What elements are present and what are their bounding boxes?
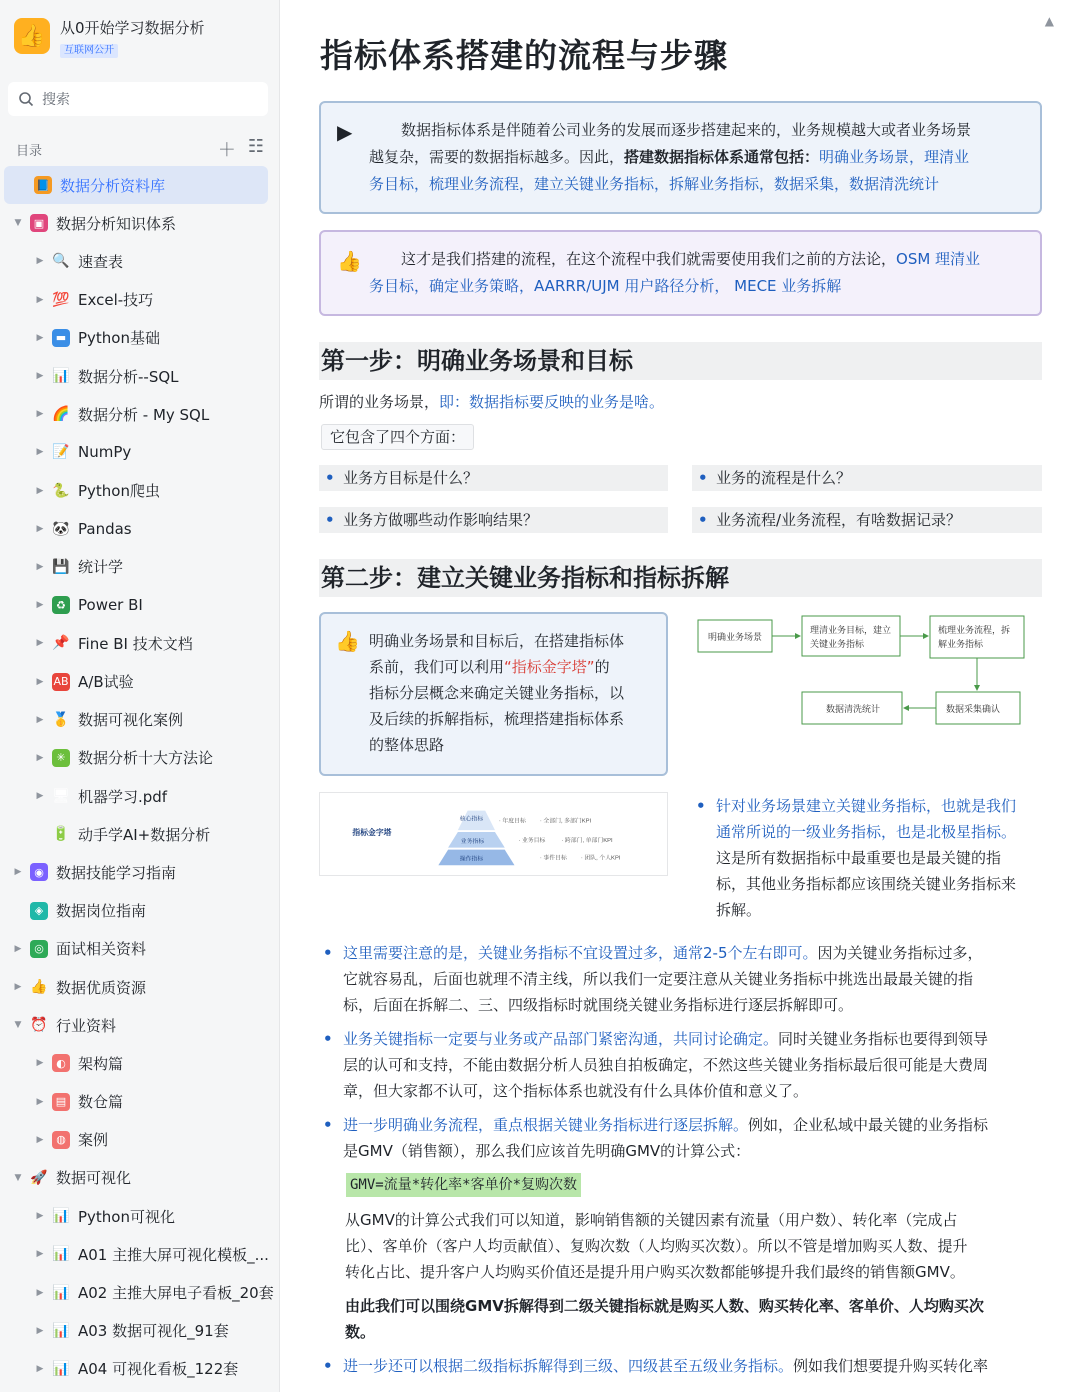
paragraph-text: 由此我们可以围绕GMV拆解得到二级关键指标就是购买人数、购买转化率、客单价、人均购买次: [345, 1297, 984, 1315]
sidebar-item[interactable]: [0, 586, 280, 624]
sidebar-item[interactable]: [0, 1083, 280, 1121]
pyramid-note: · 团队, 个人KPI: [580, 855, 621, 862]
sidebar-item-label: 数据岗位指南: [56, 902, 147, 921]
sidebar-item-label: 数据分析资料库: [60, 176, 166, 195]
chevron-right-icon[interactable]: ▶: [36, 600, 44, 611]
chevron-right-icon[interactable]: ▶: [36, 791, 44, 802]
process-flow-diagram: [696, 612, 1036, 732]
toc-tree: [0, 166, 280, 1388]
sidebar-item[interactable]: [0, 548, 280, 586]
item-icon: 📘: [34, 176, 52, 194]
chevron-right-icon[interactable]: ▶: [36, 676, 44, 687]
list-icon[interactable]: ☷: [247, 136, 264, 157]
item-icon: 📊: [52, 1360, 70, 1377]
sidebar-item[interactable]: [0, 1159, 280, 1197]
add-icon[interactable]: ＋: [217, 140, 236, 161]
bullet-text: 例如，企业私域中最关键的业务指标: [748, 1116, 989, 1134]
heading-step2: 第二步：建立关键业务指标和指标拆解: [319, 559, 1042, 597]
bullet-link: 业务关键指标一定要与业务或产品部门紧密沟通，共同讨论确定。: [343, 1030, 779, 1048]
knowledge-base-header[interactable]: [14, 18, 205, 58]
callout-text: 这才是我们搭建的流程，在这个流程中我们就需要使用我们之前的方法论，: [401, 250, 897, 268]
item-icon: ♻: [52, 596, 70, 614]
item-icon: ◉: [30, 863, 48, 881]
chevron-right-icon[interactable]: ▶: [36, 1058, 44, 1069]
item-icon: 📊: [52, 1322, 70, 1339]
chevron-right-icon[interactable]: ▶: [36, 714, 44, 725]
chevron-right-icon[interactable]: ▶: [36, 1325, 44, 1336]
bullet-text: 这是所有数据指标中最重要也是最关键的指: [716, 849, 1002, 867]
sidebar-item-label: Excel-技巧: [78, 291, 154, 310]
chevron-right-icon[interactable]: ▶: [36, 485, 44, 496]
sidebar-item-label: 数据分析十大方法论: [78, 749, 214, 768]
question-box: • 业务方做哪些动作影响结果？: [319, 507, 668, 533]
sidebar-item-label: 动手学AI+数据分析: [78, 825, 211, 844]
pyramid-label: 业务指标: [460, 838, 485, 845]
bullet-text: 章，但大家都不认可，这个指标体系也就没有什么具体价值和意义了。: [343, 1082, 809, 1100]
callout-method: [319, 230, 1042, 316]
sidebar-item-label: Python可视化: [78, 1207, 175, 1226]
bullet-link: 针对业务场景建立关键业务指标，也就是我们: [716, 797, 1017, 815]
chevron-right-icon[interactable]: ▶: [36, 752, 44, 763]
sidebar-item-label: 数据技能学习指南: [56, 863, 177, 882]
bullet-link: 这里需要注意的是，关键业务指标不宜设置过多，通常2-5个左右即可。: [343, 944, 818, 962]
callout-link: 务目标，梳理业务流程，建立关键业务指标，拆解业务指标，数据采集，数据清洗统计: [369, 175, 940, 193]
question-box: • 业务流程/业务流程，有啥数据记录？: [692, 507, 1042, 533]
paragraph-text: 从GMV的计算公式我们可以知道，影响销售额的关键因素有流量（用户数）、转化率（完成占: [345, 1211, 958, 1229]
sidebar-item-label: 数据优质资源: [56, 978, 147, 997]
sidebar-item[interactable]: [0, 1121, 280, 1159]
pyramid-label: 核心指标: [459, 816, 484, 823]
chevron-right-icon[interactable]: ▶: [14, 867, 22, 878]
sidebar-item-label: Power BI: [78, 596, 143, 615]
item-icon: ◎: [30, 940, 48, 958]
pyramid-note: · 事件目标: [539, 855, 567, 862]
indicator-pyramid-image: [319, 792, 668, 876]
flow-node-label: 解业务指标: [938, 639, 984, 649]
item-icon: ▣: [30, 214, 48, 232]
search-placeholder: 搜索: [42, 92, 70, 108]
flow-node-label: 数据采集确认: [946, 704, 1001, 714]
item-icon: 🔋: [52, 826, 70, 843]
callout-text: 系前，我们可以利用: [369, 658, 505, 676]
item-icon: ◍: [52, 1131, 70, 1149]
sidebar-item-label: Python基础: [78, 329, 160, 348]
gmv-formula: GMV=流量*转化率*客单价*复购次数: [346, 1173, 581, 1197]
sidebar-item-label: A/B试验: [78, 673, 134, 692]
sidebar-item-label: 数据分析知识体系: [56, 214, 177, 233]
callout-red-text: “指标金字塔”: [504, 658, 595, 676]
chevron-right-icon[interactable]: ▶: [36, 561, 44, 572]
bullet-text: 是GMV（销售额），那么我们应该首先明确GMV的计算公式：: [343, 1142, 751, 1160]
sidebar-item-label: 数据分析 - My SQL: [78, 405, 210, 424]
bullet-further-decompose: • 进一步还可以根据二级指标拆解得到三级、四级甚至五级业务指标。例如我们想要提升购买转化率: [323, 1357, 989, 1375]
chevron-right-icon[interactable]: ▶: [14, 943, 22, 954]
callout-link: 明确业务场景，理清业: [819, 148, 970, 166]
item-icon: 📊: [52, 368, 70, 385]
sidebar-item[interactable]: [0, 433, 280, 471]
toc-label: 目录: [16, 143, 43, 159]
callout-bold: 搭建数据指标体系通常包括：: [624, 148, 820, 166]
sidebar-item-label: A02 主推大屏电子看板_20套: [78, 1284, 274, 1303]
callout-link: OSM 理清业: [896, 250, 981, 268]
item-icon: ⏰: [30, 1017, 48, 1034]
bullet-link: 进一步明确业务流程，重点根据关键业务指标进行逐层拆解。: [343, 1116, 749, 1134]
bullet-text: 例如我们想要提升购买转化率: [793, 1357, 989, 1375]
callout-text: 的整体思路: [369, 736, 445, 754]
sidebar-item-label: 案例: [78, 1131, 109, 1150]
item-icon: 💾: [52, 558, 70, 575]
sidebar-item[interactable]: [0, 1350, 280, 1388]
bullet-text: 拆解。: [716, 901, 762, 919]
sidebar-item[interactable]: [0, 1312, 280, 1350]
sidebar-item[interactable]: [0, 1273, 280, 1311]
sidebar-item[interactable]: [0, 701, 280, 739]
text: 所谓的业务场景，: [319, 393, 440, 411]
kb-name: 从0开始学习数据分析: [60, 19, 205, 37]
sidebar-item-label: 数据可视化: [56, 1169, 132, 1188]
sidebar-item[interactable]: [4, 166, 268, 204]
item-icon: 📌: [52, 635, 70, 652]
flow-node-label: 理清业务目标，建立: [810, 625, 892, 635]
chevron-down-icon[interactable]: ▼: [14, 1020, 22, 1031]
chevron-right-icon[interactable]: ▶: [36, 1249, 44, 1260]
bullet-decompose: • 进一步明确业务流程，重点根据关键业务指标进行逐层拆解。例如，企业私域中最关键的业务指标 是GMV（销售额），那么我们应该首先明确GMV的计算公式：: [319, 1112, 1042, 1164]
bullet-text: 层的认可和支持，不能由数据分析人员独自拍板确定，不然这些关键业务指标最后很可能是大费周: [343, 1056, 989, 1074]
sidebar-item-label: 数仓篇: [78, 1093, 124, 1112]
link-text: 即：数据指标要反映的业务是啥。: [439, 393, 665, 411]
sidebar-item-label: 行业资料: [56, 1016, 117, 1035]
item-icon: 🌈: [52, 406, 70, 423]
sidebar-item-label: 统计学: [78, 558, 124, 577]
callout-text: 明确业务场景和目标后，在搭建指标体: [369, 632, 625, 650]
gmv-explanation: [345, 1207, 1042, 1285]
sidebar-item-label: NumPy: [78, 443, 132, 462]
item-icon: ▤: [52, 1093, 70, 1111]
sidebar-item[interactable]: [0, 968, 280, 1006]
sidebar-item[interactable]: [0, 1197, 280, 1235]
sidebar-item-label: A03 数据可视化_91套: [78, 1322, 229, 1341]
sidebar-item[interactable]: [0, 281, 280, 319]
bullet-link: 进一步还可以根据二级指标拆解得到三级、四级甚至五级业务指标。: [343, 1357, 794, 1375]
search-icon: [18, 91, 34, 107]
north-star-bullet: • 针对业务场景建立关键业务指标，也就是我们 通常所说的一级业务指标，也是北极星指标。 这是所有数据指标中最重要也是最关键的指 标，其他业务指标都应该围绕关键业务指标来 拆解。: [692, 793, 1042, 923]
step1-paragraph: [319, 389, 664, 415]
sidebar-item-label: Fine BI 技术文档: [78, 634, 193, 653]
bullet-text: 标，后面在拆解二、三、四级指标时就围绕关键业务指标进行逐层拆解即可。: [343, 996, 854, 1014]
paragraph-text: 数。: [345, 1323, 376, 1341]
item-icon: 🥇: [52, 711, 70, 728]
sidebar-item-label: 速查表: [78, 252, 124, 271]
sidebar-item-label: 面试相关资料: [56, 940, 147, 959]
flow-node-label: 数据清洗统计: [826, 704, 881, 714]
sidebar-item-label: A04 可视化看板_122套: [78, 1360, 239, 1379]
sidebar-item[interactable]: [0, 892, 280, 930]
chevron-right-icon[interactable]: ▶: [36, 1096, 44, 1107]
thumbs-up-icon: 👍: [14, 18, 50, 54]
item-icon: AB: [52, 673, 70, 691]
bullet-text: 同时关键业务指标也要得到领导: [778, 1030, 989, 1048]
sidebar-item-label: Pandas: [78, 519, 132, 538]
search-input[interactable]: [8, 82, 268, 116]
scroll-up-icon[interactable]: ▲: [1044, 14, 1054, 28]
page-title: 指标体系搭建的流程与步骤: [320, 36, 728, 75]
sidebar-item[interactable]: [0, 1235, 280, 1273]
item-icon: 🖥: [52, 788, 70, 805]
pyramid-note: · 业务目标: [518, 837, 546, 844]
pyramid-note: · 年度目标: [498, 818, 526, 825]
callout-text: 指标分层概念来确定关键业务指标，以: [369, 684, 625, 702]
flow-node: [930, 616, 1024, 658]
thumbs-up-icon: 👍: [337, 249, 362, 273]
callout-text: 数据指标体系是伴随着公司业务的发展而逐步搭建起来的，业务规模越大或者业务场景: [401, 121, 972, 139]
bullet-text: 它就容易乱，后面也就理不清主线，所以我们一定要注意从关键业务指标中挑选出最最关键的指: [343, 970, 974, 988]
pyramid-title: 指标金字塔: [352, 827, 392, 837]
bullet-alignment: • 业务关键指标一定要与业务或产品部门紧密沟通，共同讨论确定。同时关键业务指标也要得到领导 层的认可和支持，不能由数据分析人员独自拍板确定，不然这些关键业务指标最后很可能是大费周 章，但大家都不认可，这个指标体系也就没有什么具体价值和意义了。: [319, 1026, 1042, 1104]
paragraph-text: 转化占比、提升客户人均购买价值还是提升用户购买次数都能够提升我们最终的销售额GMV。: [345, 1263, 965, 1281]
sidebar-item[interactable]: [0, 662, 280, 700]
flow-node-label: 关键业务指标: [810, 639, 865, 649]
sidebar-item[interactable]: [0, 739, 280, 777]
bullet-link: 通常所说的一级业务指标，也是北极星指标。: [716, 823, 1017, 841]
pyramid-note: · 跨部门, 单部门KPI: [561, 837, 613, 844]
item-icon: 🐼: [52, 520, 70, 537]
chevron-right-icon[interactable]: ▶: [36, 332, 44, 343]
chevron-right-icon[interactable]: ▶: [36, 409, 44, 420]
item-icon: 🚀: [30, 1169, 48, 1186]
chevron-right-icon[interactable]: ▶: [36, 371, 44, 382]
bullet-text: 标，其他业务指标都应该围绕关键业务指标来: [716, 875, 1017, 893]
sidebar-item[interactable]: [0, 242, 280, 280]
callout-link: 务目标，确定业务策略，AARRR/UJM 用户路径分析， MECE 业务拆解: [369, 277, 842, 295]
sidebar-item[interactable]: [0, 853, 280, 891]
item-icon: ▬: [52, 329, 70, 347]
chevron-right-icon[interactable]: ▶: [36, 523, 44, 534]
item-icon: ◈: [30, 902, 48, 920]
chevron-right-icon[interactable]: ▶: [36, 447, 44, 458]
sidebar: [0, 0, 280, 1392]
paragraph-text: 比）、客单价（客户人均贡献值）、复购次数（人均购买次数）。所以不管是增加购买人数、提升: [345, 1237, 968, 1255]
bullet-key-metrics: • 这里需要注意的是，关键业务指标不宜设置过多，通常2-5个左右即可。因为关键业务指标过多， 它就容易乱，后面也就理不清主线，所以我们一定要注意从关键业务指标中挑选出最最关键的指 标，后面在拆解二、三、四级指标时就围绕关键业务指标进行逐层拆解即可。: [319, 940, 1042, 1018]
sidebar-item[interactable]: [0, 1044, 280, 1082]
chevron-right-icon[interactable]: ▶: [36, 294, 44, 305]
question-box: • 业务的流程是什么？: [692, 465, 1042, 491]
chevron-right-icon[interactable]: ▶: [36, 256, 44, 267]
item-icon: ✳: [52, 749, 70, 767]
sidebar-item-label: 机器学习.pdf: [78, 787, 168, 806]
flow-node-label: 梳理业务流程，拆: [938, 625, 1011, 635]
pyramid-note: · 全部门, 多部门KPI: [539, 818, 592, 825]
sidebar-item[interactable]: [0, 204, 280, 242]
item-icon: 🐍: [52, 482, 70, 499]
pyramid-label: 操作指标: [459, 856, 484, 863]
sidebar-item[interactable]: [0, 777, 280, 815]
item-icon: 🔍: [52, 253, 70, 270]
sidebar-item[interactable]: [0, 395, 280, 433]
kb-badge: 互联网公开: [60, 44, 118, 58]
sidebar-item[interactable]: [0, 472, 280, 510]
four-aspects-chip: 它包含了四个方面：: [321, 424, 474, 450]
play-icon: ▶: [337, 120, 353, 144]
sidebar-item-label: 架构篇: [78, 1054, 124, 1073]
flow-node: [802, 616, 900, 656]
sidebar-item[interactable]: [0, 510, 280, 548]
sidebar-item[interactable]: [0, 357, 280, 395]
sidebar-item[interactable]: [0, 930, 280, 968]
item-icon: 📊: [52, 1284, 70, 1301]
thumbs-up-icon: 👍: [335, 629, 360, 653]
item-icon: 👍: [30, 979, 48, 996]
sidebar-item-label: 数据分析--SQL: [78, 367, 179, 386]
item-icon: 📊: [52, 1246, 70, 1263]
item-icon: 📝: [52, 444, 70, 461]
chevron-right-icon[interactable]: ▶: [36, 1287, 44, 1298]
bullet-text: 因为关键业务指标过多，: [817, 944, 983, 962]
callout-text: 及后续的拆解指标，梳理搭建指标体系: [369, 710, 625, 728]
chevron-right-icon[interactable]: ▶: [36, 1363, 44, 1374]
callout-text: 越复杂，需要的数据指标越多。因此，: [369, 148, 625, 166]
heading-step1: 第一步：明确业务场景和目标: [319, 342, 1042, 380]
callout-intro: [319, 101, 1042, 214]
question-box: • 业务方目标是什么？: [319, 465, 668, 491]
document: [300, 0, 1060, 1392]
callout-text: 的: [594, 658, 610, 676]
sidebar-item[interactable]: [0, 1006, 280, 1044]
chevron-down-icon[interactable]: ▼: [14, 1172, 22, 1183]
chevron-right-icon[interactable]: ▶: [36, 638, 44, 649]
item-icon: 📊: [52, 1208, 70, 1225]
sidebar-item-label: Python爬虫: [78, 482, 160, 501]
sidebar-item-label: 数据可视化案例: [78, 711, 184, 730]
item-icon: 💯: [52, 291, 70, 308]
sidebar-item-label: A01 主推大屏可视化模板_...: [78, 1245, 269, 1264]
chevron-right-icon[interactable]: ▶: [36, 1211, 44, 1222]
callout-pyramid: [319, 612, 668, 776]
item-icon: ◐: [52, 1054, 70, 1072]
toc-header: [16, 136, 264, 162]
sidebar-item[interactable]: [0, 815, 280, 853]
chevron-right-icon[interactable]: ▶: [36, 1134, 44, 1145]
sidebar-item[interactable]: [0, 319, 280, 357]
flow-node-label: 明确业务场景: [708, 632, 763, 642]
sidebar-item[interactable]: [0, 624, 280, 662]
chevron-right-icon[interactable]: ▶: [14, 982, 22, 993]
chevron-down-icon[interactable]: ▼: [14, 218, 22, 229]
gmv-conclusion: [345, 1293, 1042, 1345]
